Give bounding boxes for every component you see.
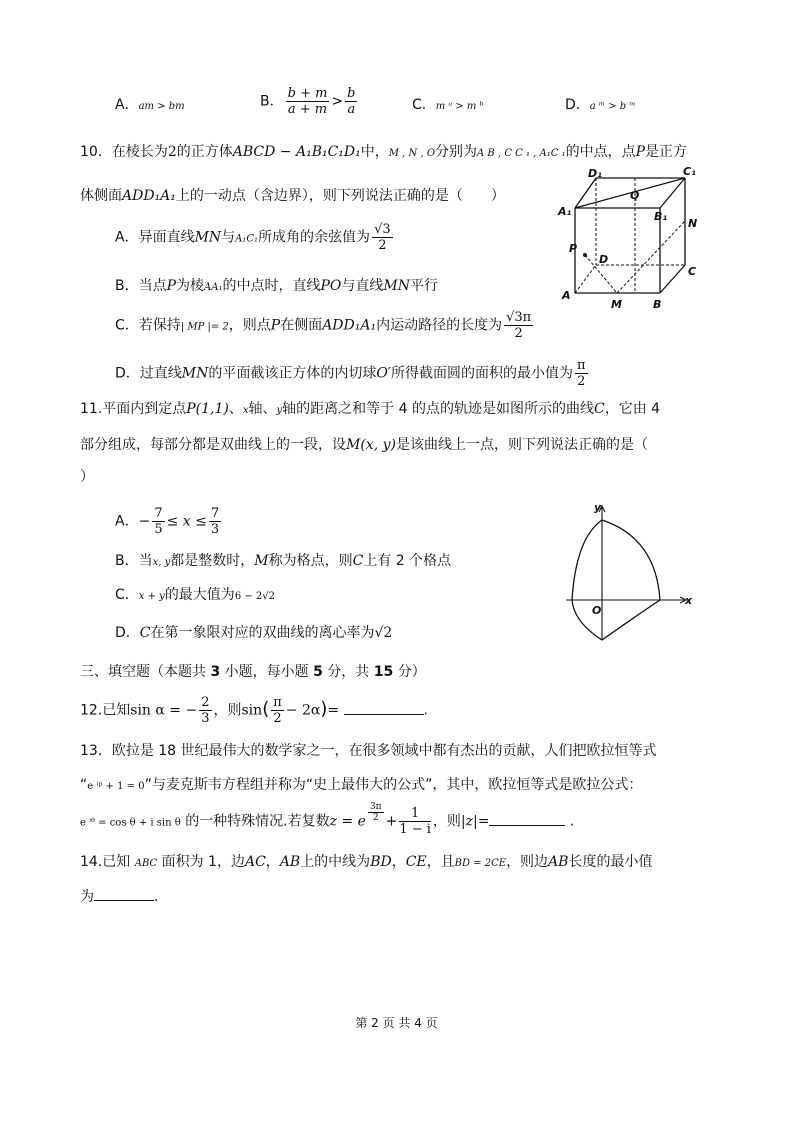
edge-b1c1 <box>660 178 685 208</box>
q10-stem-line2 <box>80 185 505 205</box>
text: 平行 <box>409 278 438 294</box>
math-expr: sin α = − <box>130 702 198 719</box>
math-expr: ADD₁A₁ <box>122 188 176 204</box>
label-p: P <box>569 242 578 255</box>
q10-stem-line1 <box>80 141 687 161</box>
math-expr: x <box>242 405 249 416</box>
label-b: B <box>653 298 662 311</box>
math-expr: ≤ x ≤ <box>166 513 207 530</box>
text: 的一种特殊情况.若复数 <box>185 813 330 830</box>
text: ，则 <box>213 702 242 719</box>
text: 为棱 <box>176 278 205 294</box>
text: 分） <box>393 664 426 680</box>
answer-blank[interactable] <box>94 900 154 901</box>
text: “ <box>80 777 88 793</box>
math-expr: P(1,1) <box>186 401 229 417</box>
numerator: π <box>577 358 586 373</box>
text: . <box>569 813 575 830</box>
text: B．当点 <box>115 278 167 294</box>
fraction <box>199 695 211 726</box>
text: 小题，每小题 <box>220 664 314 680</box>
text: C． <box>115 587 139 603</box>
q11-stem-line3: ） <box>80 469 94 485</box>
text: 所成角的余弦值为 <box>258 229 371 246</box>
denominator: 2 <box>514 326 523 341</box>
option-label: C． <box>412 97 436 113</box>
text: . <box>154 889 159 905</box>
math-op: = <box>327 702 340 719</box>
denominator: 2 <box>577 374 586 389</box>
text: 与直线 <box>341 278 384 294</box>
text: 都是整数时， <box>170 553 255 569</box>
text: 分，共 <box>322 664 374 680</box>
denominator: a + m <box>287 102 328 117</box>
math-expr: A₁C₁ <box>235 233 259 245</box>
text: 所得截面圆的面积的最小值为 <box>391 365 574 382</box>
math-expr: AC <box>244 854 266 870</box>
text: ”与麦克斯韦方程组并称为“史上最伟大的公式”，其中，欧拉恒等式是欧拉公式： <box>144 777 643 793</box>
q11-option-a <box>115 506 223 537</box>
paren-close: ) <box>320 698 328 720</box>
q11-option-c <box>115 584 275 604</box>
label-q: Q <box>630 189 640 202</box>
q9-option-b <box>260 86 359 117</box>
math-expr: e ⁱᵖ + 1 = 0 <box>87 781 145 792</box>
fraction <box>286 86 330 117</box>
label-b1: B₁ <box>654 210 668 223</box>
q10-option-b <box>115 275 438 295</box>
math-expr: | MP |= 2 <box>180 321 229 333</box>
q9-option-c <box>412 94 484 114</box>
text: B．当 <box>115 553 153 569</box>
math-expr: C <box>352 553 364 569</box>
segment-mn-hidden <box>617 221 685 293</box>
option-label: A． <box>115 97 139 113</box>
label-a1: A₁ <box>558 205 572 218</box>
text: C．若保持 <box>115 317 181 334</box>
text: A．异面直线 <box>115 229 195 246</box>
q10-option-d <box>115 358 590 389</box>
label-m: M <box>611 298 622 311</box>
denominator: 5 <box>154 522 163 537</box>
fraction <box>372 222 393 253</box>
q12 <box>80 695 428 726</box>
label-c: C <box>688 265 697 278</box>
math-expr: MN <box>383 278 410 294</box>
math-expr: AA₁ <box>204 282 223 293</box>
math-expr: y <box>276 405 283 416</box>
q11-option-d <box>115 622 392 642</box>
text: 体侧面 <box>80 188 122 204</box>
section-heading <box>80 661 426 681</box>
math-expr: z = e <box>329 813 366 830</box>
text: 10．在棱长为 <box>80 144 168 160</box>
text: 轴的距离之和等于 4 的点的轨迹是如图所示的曲线 <box>282 401 594 417</box>
label-origin: O <box>592 604 602 617</box>
math-expr: sin <box>241 702 263 719</box>
answer-blank[interactable] <box>489 825 565 826</box>
q11-option-b <box>115 550 451 570</box>
q9-option-a <box>115 94 185 114</box>
q14-line1 <box>80 851 652 871</box>
curve-figure <box>556 498 696 644</box>
option-label: B． <box>260 93 284 110</box>
label-n: N <box>688 217 698 230</box>
exponent-fraction <box>368 802 384 823</box>
text: 分别为 <box>435 144 478 160</box>
math-expr: AB <box>279 854 301 870</box>
text: . <box>423 702 428 719</box>
math-expr: P <box>635 144 646 160</box>
q14-line2 <box>80 886 158 906</box>
label-d1: D₁ <box>588 167 602 180</box>
q11-stem-line2 <box>80 434 648 454</box>
math-op: − <box>138 513 151 530</box>
text: 上的一动点（含边界），则下列说法正确的是（ ） <box>175 188 505 204</box>
edge-ad-hidden <box>575 265 596 293</box>
q13-line1: 13．欧拉是 18 世纪最伟大的数学家之一，在很多领域中都有杰出的贡献，人们把欧拉恒等式 <box>80 743 657 759</box>
text: 为 <box>80 889 94 905</box>
numerator: √3 <box>374 222 391 237</box>
math-expr: BD <box>370 854 392 870</box>
q11-stem-line1 <box>80 398 660 418</box>
q10-option-c <box>115 310 535 341</box>
math-expr: CE <box>405 854 427 870</box>
text: 5 <box>313 664 323 680</box>
text: 是该曲线上一点，则下列说法正确的是（ <box>395 437 648 453</box>
text: 在第一象限对应的双曲线的离心率为 <box>150 625 375 641</box>
text: 3 <box>210 664 221 680</box>
numerator: 1 <box>399 806 431 822</box>
text: 部分组成，每部分都是双曲线上的一段，设 <box>80 437 346 453</box>
math-expr: |z| <box>460 813 478 830</box>
text: 15 <box>373 664 394 680</box>
fraction <box>209 506 221 537</box>
text: ， <box>391 854 406 870</box>
q10-option-a <box>115 222 395 253</box>
denominator: 1 − i <box>399 822 431 838</box>
text: ，它由 4 <box>604 401 661 417</box>
math-expr: x + y <box>138 591 165 602</box>
text: 上有 2 个格点 <box>363 553 452 569</box>
math-expr: O′ <box>376 365 392 382</box>
text: ，则点 <box>228 317 271 334</box>
point-p <box>583 253 587 257</box>
label-y: y <box>594 501 602 514</box>
math-expr: x, y <box>152 557 171 568</box>
math-expr: M , N , O <box>388 148 436 159</box>
denominator: 2 <box>372 813 379 823</box>
numerator: 3π <box>369 802 382 812</box>
label-x: x <box>685 594 693 607</box>
text: 三、填空题（本题共 <box>80 664 211 680</box>
text: 轴、 <box>248 401 277 417</box>
text: 与 <box>221 229 236 246</box>
text: 是正方 <box>645 144 688 160</box>
text: 的最大值为 <box>164 587 235 603</box>
text: 中， <box>360 144 389 160</box>
text: ，且 <box>426 854 455 870</box>
fraction <box>152 506 164 537</box>
option-label: D． <box>565 97 590 113</box>
math-expr: 2 <box>167 144 177 160</box>
text: 在侧面 <box>280 317 323 334</box>
math-op: + <box>385 813 398 830</box>
denominator: 3 <box>210 522 220 537</box>
denominator: 2 <box>378 238 387 253</box>
paren-open: ( <box>262 698 270 720</box>
edge-bc <box>660 265 685 293</box>
math-expr: M(x, y) <box>346 437 396 453</box>
text: 的平面截该正方体的内切球 <box>208 365 377 382</box>
math-expr: MN <box>181 365 209 382</box>
text: 、 <box>228 401 243 417</box>
text: D．过直线 <box>115 365 182 382</box>
fraction <box>504 310 533 341</box>
numerator: √3π <box>506 310 532 325</box>
math-expr: PO <box>320 278 342 294</box>
numerator: 2 <box>201 695 210 710</box>
math-expr: m ᵃ > m ᵇ <box>435 101 484 112</box>
label-c1: C₁ <box>683 165 696 178</box>
math-expr: M <box>254 553 269 569</box>
text: ， <box>265 854 280 870</box>
math-expr: MN <box>194 229 222 246</box>
q9-option-d <box>565 94 636 114</box>
denominator: 3 <box>201 711 210 726</box>
numerator: 7 <box>210 506 220 521</box>
cube-figure <box>555 165 705 315</box>
math-op: > <box>331 93 344 110</box>
text: 称为格点，则 <box>268 553 353 569</box>
math-expr: √2 <box>374 625 393 641</box>
fraction <box>575 358 588 389</box>
q13-line2 <box>80 774 642 794</box>
denominator: 2 <box>273 711 282 726</box>
text: 12.已知 <box>80 702 131 719</box>
answer-blank[interactable] <box>344 714 424 715</box>
text: 的中点，点 <box>565 144 636 160</box>
fraction <box>399 806 431 837</box>
numerator: b + m <box>287 86 328 101</box>
label-d: D <box>599 253 609 266</box>
numerator: b <box>347 86 356 101</box>
text: A． <box>115 513 139 530</box>
math-expr: a ᵐ > b ᵐ <box>589 101 636 112</box>
math-expr: ADD₁A₁ <box>322 317 377 334</box>
text: 上的中线为 <box>300 854 371 870</box>
math-expr: ABC <box>134 858 158 869</box>
math-expr: C <box>139 625 151 641</box>
denominator: a <box>347 102 356 117</box>
math-expr: AB <box>548 854 569 870</box>
text: 11.平面内到定点 <box>80 401 187 417</box>
numerator: 7 <box>154 506 163 521</box>
text: ，则边 <box>506 854 549 870</box>
math-expr: e ⁱᶿ = cos θ + i sin θ <box>80 817 181 829</box>
math-expr: P <box>270 317 281 334</box>
math-expr: ABCD − A₁B₁C₁D₁ <box>232 144 361 160</box>
math-expr: C <box>593 401 605 417</box>
math-expr: P <box>166 278 177 294</box>
math-expr: A B , C C ₁ , A₁C ₁ <box>477 148 566 159</box>
q13-line3 <box>80 802 574 837</box>
text: 内运动路径的长度为 <box>376 317 503 334</box>
math-expr: BD = 2CE <box>454 858 507 869</box>
text: ，则 <box>432 813 461 830</box>
page-footer: 第 2 页 共 4 页 <box>355 1016 438 1030</box>
text: 面积为 1，边 <box>161 854 245 870</box>
numerator: π <box>273 695 282 710</box>
curve-c <box>572 520 660 640</box>
text: 的正方体 <box>176 144 233 160</box>
label-a: A <box>562 289 571 302</box>
math-expr: am > bm <box>138 101 185 112</box>
text: D． <box>115 625 140 641</box>
text: 长度的最小值 <box>568 854 653 870</box>
math-op: = <box>477 813 490 830</box>
text: 的中点时，直线 <box>222 278 321 294</box>
math-expr: − 2α <box>285 702 321 719</box>
fraction <box>271 695 284 726</box>
text: 14.已知 <box>80 854 131 870</box>
math-expr: 6 − 2√2 <box>234 591 276 602</box>
fraction <box>345 86 357 117</box>
